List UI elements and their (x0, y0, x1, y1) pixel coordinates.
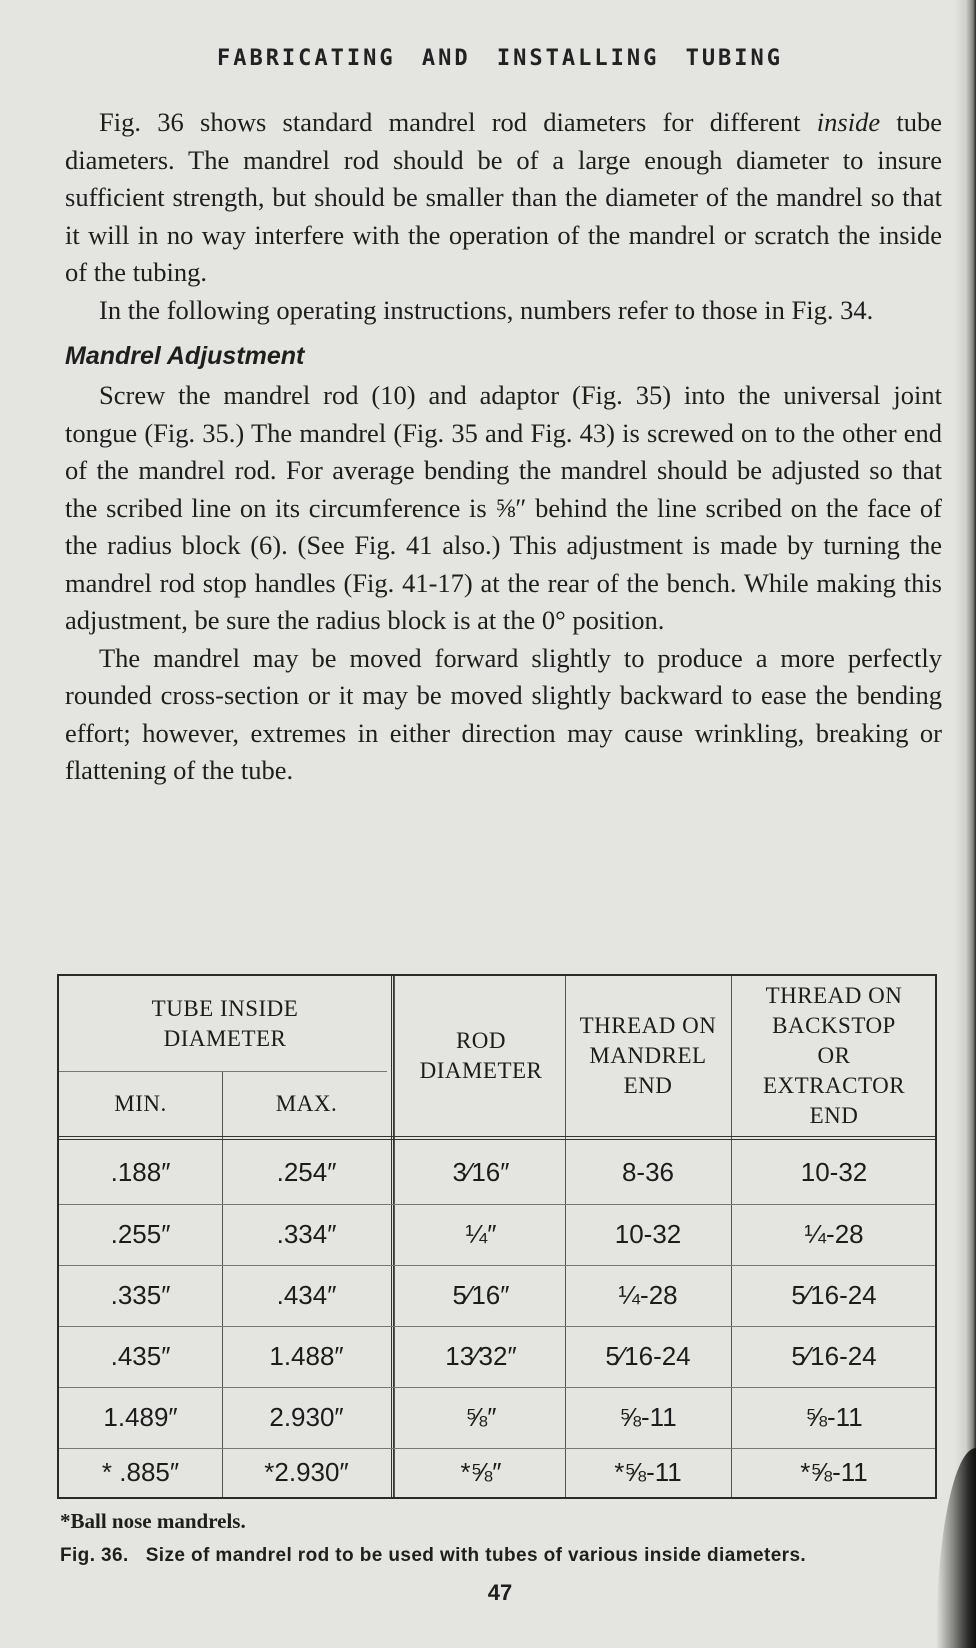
cell-rod-diameter: 5⁄16″ (452, 1280, 510, 1310)
cell-rod-diameter: 13⁄32″ (445, 1341, 517, 1371)
section-heading: Mandrel Adjustment (65, 342, 305, 370)
cell-rod-diameter: 3⁄16″ (452, 1157, 510, 1187)
cell-thread-mandrel: *⅝-11 (614, 1457, 682, 1487)
cell-thread-mandrel: ⅝-11 (619, 1402, 677, 1432)
cell-thread-mandrel: 10-32 (614, 1219, 682, 1249)
page-number: 47 (487, 1580, 513, 1605)
mandrel-rod-table (57, 974, 937, 1499)
cell-min: .255″ (110, 1219, 171, 1249)
cell-thread-mandrel: 8-36 (621, 1157, 675, 1187)
paragraph-adjustment-1: Screw the mandrel rod (10) and adaptor (Fig. 35) into the universal joint tongue (Fig. 35.) The mandrel (Fig. 35 and Fig. 43) is screwed on to the other end of the mandrel rod. For average bending the mandrel should be adjusted so that the scribed line on its circumference is ⅝″ behind the line scribed on the face of the radius block (6). (See Fig. 41 also.) This adjustment is made by turning the mandrel rod stop handles (Fig. 41-17) at the rear of the bench. While making this adjustment, be sure the radius block is at the 0° position. (65, 380, 942, 635)
header-tube-inside-diameter: TUBE INSIDE DIAMETER (151, 995, 299, 1051)
cell-thread-backstop: 10-32 (800, 1157, 868, 1187)
cell-min: 1.489″ (103, 1402, 178, 1432)
cell-thread-mandrel: ¼-28 (618, 1280, 678, 1310)
paragraph-intro-2: In the following operating instructions, numbers refer to those in Fig. 34. (99, 294, 874, 325)
cell-thread-backstop: 5⁄16-24 (791, 1280, 877, 1310)
table-footnote: *Ball nose mandrels. (60, 1509, 246, 1533)
body-text (65, 104, 942, 790)
header-max: MAX. (275, 1090, 338, 1116)
header-thread-mandrel-end: THREAD ON MANDREL END (579, 1013, 717, 1098)
cell-rod-diameter: ⅝″ (465, 1402, 497, 1432)
table-rule (394, 976, 395, 1497)
cell-thread-backstop: ⅝-11 (805, 1402, 863, 1432)
page-edge-shadow (954, 0, 976, 1648)
header-min: MIN. (114, 1090, 167, 1116)
cell-max: .334″ (276, 1219, 337, 1249)
cell-min: * .885″ (101, 1457, 180, 1487)
running-head: FABRICATING AND INSTALLING TUBING (216, 46, 784, 71)
table-header-rule (59, 1136, 935, 1140)
cell-max: .254″ (276, 1157, 337, 1187)
page-curl-shadow (936, 1448, 976, 1648)
cell-rod-diameter: ¼″ (465, 1219, 497, 1249)
paragraph-intro-1 (65, 104, 942, 292)
cell-thread-backstop: 5⁄16-24 (791, 1341, 877, 1371)
cell-max: *2.930″ (264, 1457, 349, 1487)
cell-min: .188″ (110, 1157, 171, 1187)
cell-max: 1.488″ (269, 1341, 344, 1371)
cell-thread-mandrel: 5⁄16-24 (605, 1341, 691, 1371)
header-rod-diameter: ROD DIAMETER (419, 1028, 543, 1083)
cell-rod-diameter: *⅝″ (460, 1457, 502, 1487)
cell-max: .434″ (276, 1280, 337, 1310)
cell-max: 2.930″ (269, 1402, 344, 1432)
paragraph-text: Fig. 36 shows standard mandrel rod diameters for different (99, 107, 817, 137)
cell-thread-backstop: *⅝-11 (800, 1457, 868, 1487)
cell-thread-backstop: ¼-28 (804, 1219, 864, 1249)
cell-min: .435″ (110, 1341, 171, 1371)
emphasis-inside: inside (816, 107, 881, 137)
figure-caption: Fig. 36. Size of mandrel rod to be used with tubes of various inside diameters. (60, 1545, 807, 1566)
paragraph-text: tube diameters. The mandrel rod should be of a large enough diameter to insure sufficient strength, but should be smaller than the diameter of the mandrel so that it will in no way interfere with the operation of the mandrel or scratch the inside of the tubing. (65, 107, 942, 287)
paragraph-adjustment-2: The mandrel may be moved forward slightly to produce a more perfectly rounded cross-section or it may be moved slightly backward to ease the bending effort; however, extremes in either direction may cause wrinkling, breaking or flattening of the tube. (65, 642, 942, 785)
header-thread-backstop-end: THREAD ON BACKSTOP OR EXTRACTOR END (762, 983, 906, 1128)
cell-min: .335″ (110, 1280, 171, 1310)
